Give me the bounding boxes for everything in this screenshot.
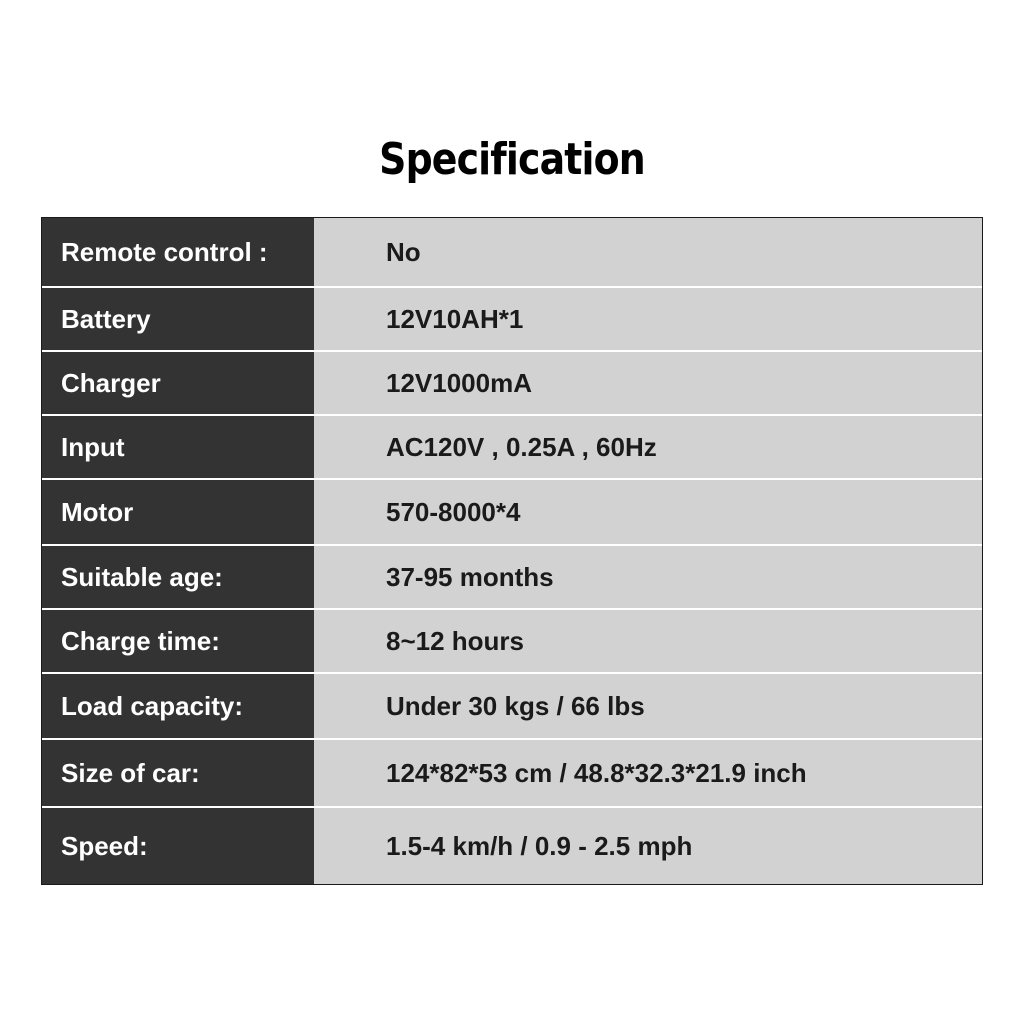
page-title: Specification <box>379 134 645 185</box>
spec-row-suitable-age <box>42 546 982 608</box>
spec-row-input <box>42 416 982 478</box>
spec-table <box>41 217 983 885</box>
spec-label: Input <box>42 416 314 478</box>
spec-label: Load capacity: <box>42 674 314 738</box>
spec-label: Charger <box>42 352 314 414</box>
spec-label: Charge time: <box>42 610 314 672</box>
spec-row-remote-control <box>42 218 982 286</box>
spec-row-speed <box>42 808 982 884</box>
spec-row-battery <box>42 288 982 350</box>
spec-value: AC120V , 0.25A , 60Hz <box>314 416 982 478</box>
spec-label: Remote control : <box>42 218 314 286</box>
spec-value: 124*82*53 cm / 48.8*32.3*21.9 inch <box>314 740 982 806</box>
spec-label: Size of car: <box>42 740 314 806</box>
spec-value: No <box>314 218 982 286</box>
spec-row-size-of-car <box>42 740 982 806</box>
spec-label: Motor <box>42 480 314 544</box>
spec-value: 12V10AH*1 <box>314 288 982 350</box>
spec-row-load-capacity <box>42 674 982 738</box>
spec-label: Speed: <box>42 808 314 884</box>
spec-row-charger <box>42 352 982 414</box>
spec-label: Battery <box>42 288 314 350</box>
spec-value: 1.5-4 km/h / 0.9 - 2.5 mph <box>314 808 982 884</box>
spec-value: 8~12 hours <box>314 610 982 672</box>
spec-value: 570-8000*4 <box>314 480 982 544</box>
spec-row-motor <box>42 480 982 544</box>
spec-value: 12V1000mA <box>314 352 982 414</box>
spec-value: Under 30 kgs / 66 lbs <box>314 674 982 738</box>
spec-row-charge-time <box>42 610 982 672</box>
spec-value: 37-95 months <box>314 546 982 608</box>
spec-label: Suitable age: <box>42 546 314 608</box>
